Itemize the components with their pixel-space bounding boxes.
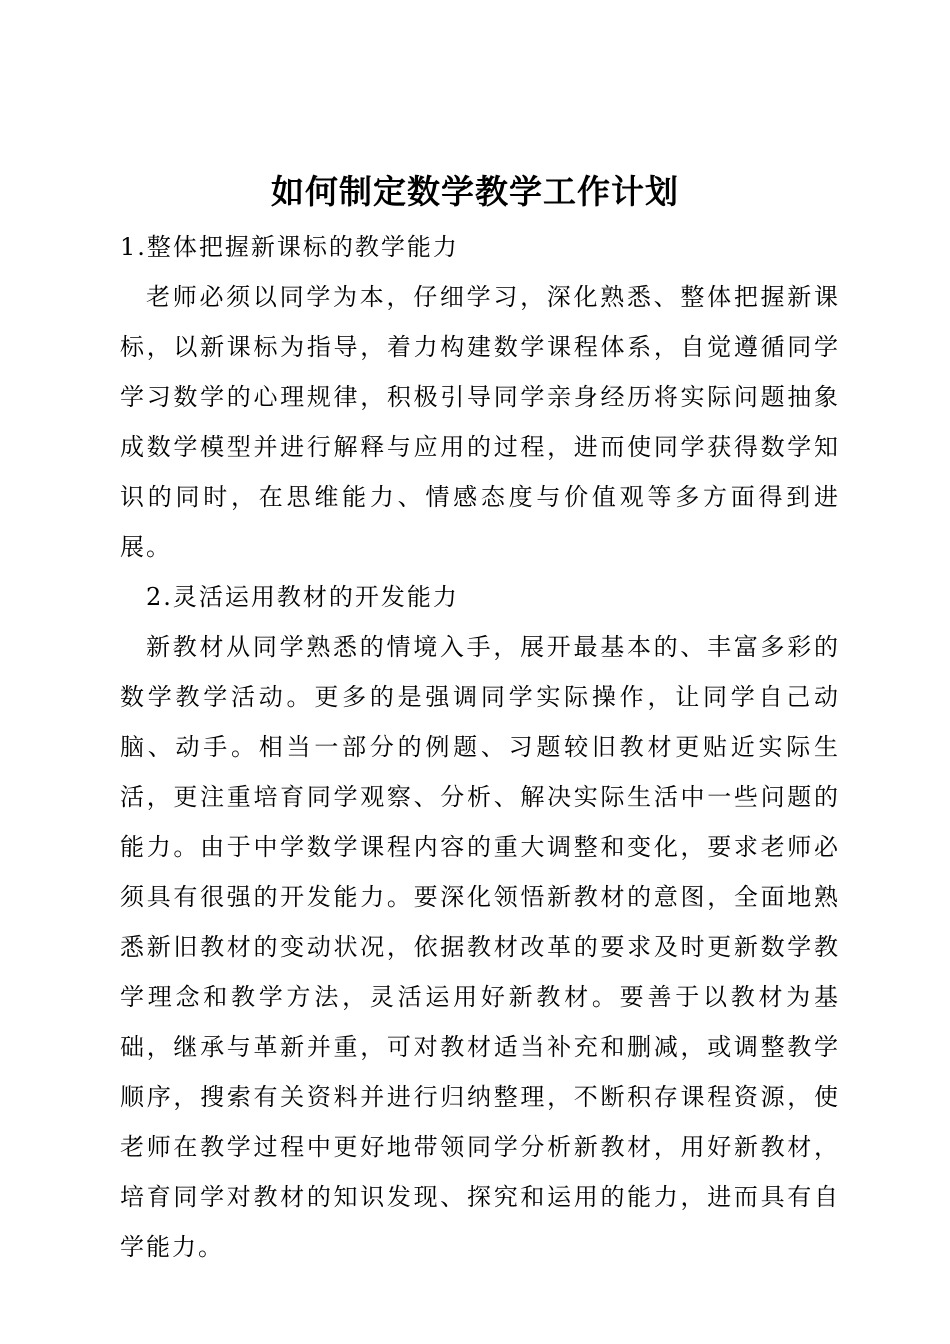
document-body [120, 222, 840, 1272]
section-heading-1: 1.整体把握新课标的教学能力 [120, 233, 459, 261]
paragraph-2: 新教材从同学熟悉的情境入手，展开最基本的、丰富多彩的数学教学活动。更多的是强调同学实际操作，让同学自己动脑、动手。相当一部分的例题、习题较旧教材更贴近实际生活，更注重培育同学观察、分析、解决实际生活中一些问题的能力。由于中学数学课程内容的重大调整和变化，要求老师必须具有很强的开发能力。要深化领悟新教材的意图，全面地熟悉新旧教材的变动状况，依据教材改革的要求及时更新数学教学理念和教学方法，灵活运用好新教材。要善于以教材为基础，继承与革新并重，可对教材适当补充和删减，或调整教学顺序，搜索有关资料并进行归纳整理，不断积存课程资源，使老师在教学过程中更好地带领同学分析新教材，用好新教材，培育同学对教材的知识发现、探究和运用的能力，进而具有自学能力。 [120, 633, 840, 1261]
document-title: 如何制定数学教学工作计划 [271, 172, 679, 212]
paragraph-1: 老师必须以同学为本，仔细学习，深化熟悉、整体把握新课标，以新课标为指导，着力构建数学课程体系，自觉遵循同学学习数学的心理规律，积极引导同学亲身经历将实际问题抽象成数学模型并进行解释与应用的过程，进而使同学获得数学知识的同时，在思维能力、情感态度与价值观等多方面得到进展。 [120, 283, 840, 561]
section-heading-2: 2.灵活运用教材的开发能力 [146, 583, 459, 611]
